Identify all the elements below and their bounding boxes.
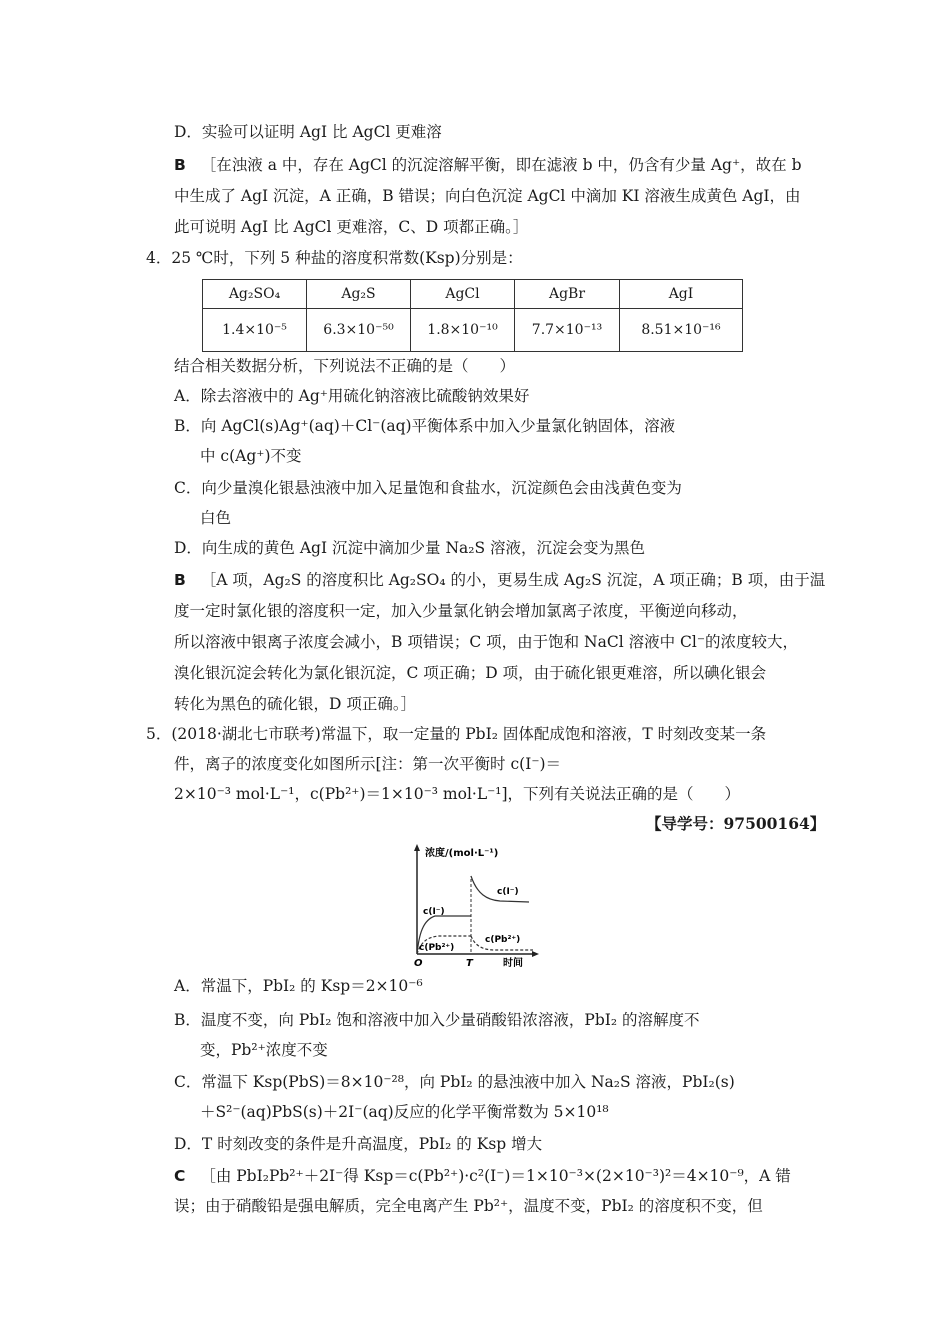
concentration-time-chart — [405, 842, 540, 972]
q4-answer — [174, 570, 825, 590]
label-i-after-t: c(I⁻) — [497, 887, 519, 897]
ksp-value-cell: 1.8×10⁻¹⁰ — [411, 309, 515, 352]
q5-stem: 件，离子的浓度变化如图所示[注：第一次平衡时 c(I⁻)＝ — [174, 755, 562, 773]
q5-answer — [174, 1166, 791, 1186]
q5-option-c: C．常温下 Ksp(PbS)＝8×10⁻²⁸，向 PbI₂ 的悬浊液中加入 Na₂S 溶液，PbI₂(s) — [174, 1073, 735, 1091]
ksp-table — [202, 279, 743, 352]
q4-stem: 4．25 ℃时，下列 5 种盐的溶度积常数(Ksp)分别是： — [146, 249, 523, 267]
q3-explain-line: 中生成了 AgI 沉淀，A 正确，B 错误；向白色沉淀 AgCl 中滴加 KI 溶液生成黄色 AgI，由 — [174, 187, 801, 205]
q4-explain-line: 溴化银沉淀会转化为氯化银沉淀，C 项正确；D 项，由于硫化银更难溶，所以碘化银会 — [174, 664, 767, 682]
origin-label: O — [414, 958, 423, 969]
answer-letter: B — [174, 156, 186, 174]
ksp-header-cell: AgBr — [515, 280, 620, 309]
q4-explain-line: 转化为黑色的硫化银，D 项正确。］ — [174, 695, 417, 713]
q4-option-a: A．除去溶液中的 Ag⁺用硫化钠溶液比硫酸钠效果好 — [174, 387, 530, 405]
label-pb-before-t: c(Pb²⁺) — [419, 943, 455, 953]
answer-letter: B — [174, 571, 186, 589]
answer-letter: C — [174, 1167, 186, 1185]
q4-explain-line: 所以溶液中银离子浓度会减小，B 项错误；C 项，由于饱和 NaCl 溶液中 Cl⁻的浓度较大， — [174, 633, 799, 651]
ksp-value-cell: 7.7×10⁻¹³ — [515, 309, 620, 352]
y-axis-arrow — [414, 844, 420, 851]
ksp-header-cell: Ag₂S — [307, 280, 411, 309]
ksp-value-cell: 8.51×10⁻¹⁶ — [620, 309, 743, 352]
q5-stem: 2×10⁻³ mol·L⁻¹，c(Pb²⁺)＝1×10⁻³ mol·L⁻¹]，下列有关说法正确的是（ ） — [174, 785, 741, 803]
q5-option-d: D．T 时刻改变的条件是升高温度，PbI₂ 的 Ksp 增大 — [174, 1135, 543, 1153]
x-axis-arrow — [532, 951, 539, 957]
q5-option-a: A．常温下，PbI₂ 的 Ksp＝2×10⁻⁶ — [174, 977, 423, 995]
q3-explain-line: ［在浊液 a 中，存在 AgCl 的沉淀溶解平衡，即在滤液 b 中，仍含有少量 Ag⁺，故在 b — [200, 156, 802, 174]
label-pb-after-t: c(Pb²⁺) — [485, 935, 521, 945]
ksp-header-cell: AgI — [620, 280, 743, 309]
ksp-table-header-row — [203, 280, 743, 309]
q3-explain-line: 此可说明 AgI 比 AgCl 更难溶，C、D 项都正确。］ — [174, 218, 529, 236]
q5-option-b-cont: 变，Pb²⁺浓度不变 — [200, 1041, 328, 1059]
q4-explain-line: 度一定时氯化银的溶度积一定，加入少量氯化钠会增加氯离子浓度，平衡逆向移动， — [174, 602, 748, 620]
y-axis-label: 浓度/(mol·L⁻¹) — [425, 848, 499, 859]
ksp-value-cell: 6.3×10⁻⁵⁰ — [307, 309, 411, 352]
q4-option-c-cont: 白色 — [200, 509, 232, 527]
ksp-table-value-row — [203, 309, 743, 352]
q5-explain-line: ［由 PbI₂Pb²⁺＋2I⁻得 Ksp＝c(Pb²⁺)·c²(I⁻)＝1×10⁻³×(2×10⁻³)²＝4×10⁻⁹，A 错 — [200, 1167, 791, 1185]
q5-stem: 5．(2018·湖北七市联考)常温下，取一定量的 PbI₂ 固体配成饱和溶液，T 时刻改变某一条 — [146, 725, 767, 743]
label-i-before-t: c(I⁻) — [423, 907, 445, 917]
t-label: T — [466, 958, 473, 969]
q5-option-c-cont: ＋S²⁻(aq)PbS(s)＋2I⁻(aq)反应的化学平衡常数为 5×10¹⁸ — [200, 1103, 609, 1121]
q4-explain-line: ［A 项，Ag₂S 的溶度积比 Ag₂SO₄ 的小，更易生成 Ag₂S 沉淀，A 项正确；B 项，由于温 — [200, 571, 826, 589]
guide-number: 【导学号：97500164】 — [646, 814, 826, 833]
ksp-header-cell: Ag₂SO₄ — [203, 280, 307, 309]
ksp-value-cell: 1.4×10⁻⁵ — [203, 309, 307, 352]
q4-option-d: D．向生成的黄色 AgI 沉淀中滴加少量 Na₂S 溶液，沉淀会变为黑色 — [174, 539, 646, 557]
q4-option-b-cont: 中 c(Ag⁺)不变 — [200, 447, 302, 465]
q3-answer-letter — [174, 155, 802, 175]
q5-explain-line: 误；由于硝酸铅是强电解质，完全电离产生 Pb²⁺，温度不变，PbI₂ 的溶度积不变，但 — [174, 1197, 763, 1215]
q4-prompt: 结合相关数据分析，下列说法不正确的是（ ） — [174, 357, 516, 375]
q4-option-b: B．向 AgCl(s)Ag⁺(aq)＋Cl⁻(aq)平衡体系中加入少量氯化钠固体，溶液 — [174, 417, 676, 435]
x-axis-label: 时间 — [503, 958, 523, 969]
ksp-header-cell: AgCl — [411, 280, 515, 309]
q5-option-b: B．温度不变，向 PbI₂ 饱和溶液中加入少量硝酸铅浓溶液，PbI₂ 的溶解度不 — [174, 1011, 700, 1029]
q3-option-d: D．实验可以证明 AgI 比 AgCl 更难溶 — [174, 123, 442, 141]
q4-option-c: C．向少量溴化银悬浊液中加入足量饱和食盐水，沉淀颜色会由浅黄色变为 — [174, 479, 682, 497]
